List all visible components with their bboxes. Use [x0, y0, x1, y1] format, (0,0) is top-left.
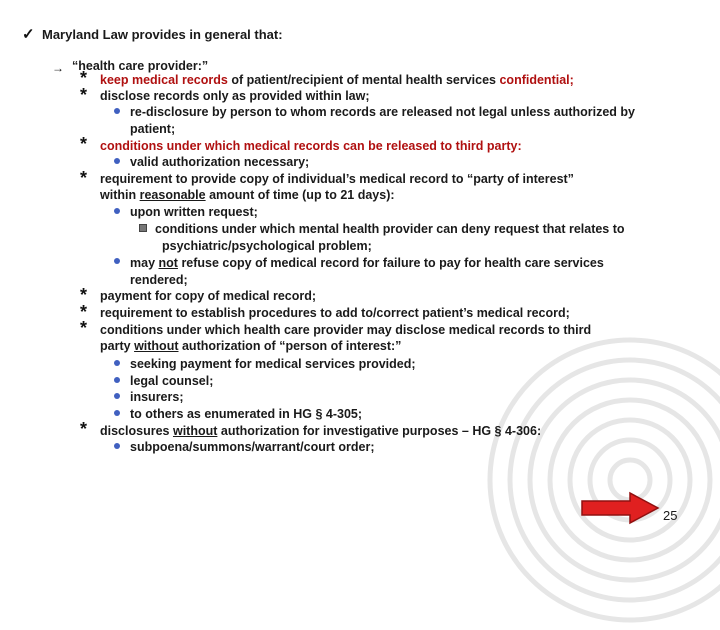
- subitem-subpoena: subpoena/summons/warrant/court order;: [130, 440, 375, 454]
- subitem-written-request: upon written request;: [130, 205, 258, 219]
- page-number: 25: [663, 508, 678, 523]
- square-bullet-icon: [139, 224, 147, 232]
- text-may: may: [130, 256, 156, 270]
- text-party: party: [100, 339, 131, 353]
- item-keep-records: [100, 72, 574, 88]
- text-authorization-person: authorization of “person of interest:”: [181, 339, 402, 353]
- subitem-may-not-refuse-cont: rendered;: [130, 273, 188, 287]
- text-reasonable: reasonable: [139, 188, 206, 202]
- star-bullet-icon: *: [80, 419, 88, 439]
- dot-bullet-icon: [114, 258, 120, 264]
- item-disclose-records: disclose records only as provided within law;: [100, 89, 370, 103]
- item-disclose-conditions: conditions under which health care provider may disclose medical records to third: [100, 323, 592, 337]
- subsubitem-deny-request-cont: psychiatric/psychological problem;: [162, 239, 372, 253]
- subitem-valid-authorization: valid authorization necessary;: [130, 155, 310, 169]
- next-arrow-icon[interactable]: [580, 491, 660, 525]
- subitem-legal-counsel: legal counsel;: [130, 374, 214, 388]
- item-provide-copy: requirement to provide copy of individual’s medical record to “party of interest”: [100, 172, 574, 186]
- subitem-others-enumerated: to others as enumerated in HG § 4-305;: [130, 407, 363, 421]
- item-disclose-conditions-cont: [100, 338, 401, 354]
- dot-bullet-icon: [114, 360, 120, 366]
- text-amount-time: amount of time (up to 21 days):: [209, 188, 395, 202]
- text-without: without: [134, 339, 179, 353]
- text-refuse-copy: refuse copy of medical record for failure to pay for health care services: [181, 256, 604, 270]
- item-keep-records-text: of patient/recipient of mental health services: [231, 73, 496, 87]
- text-not: not: [158, 256, 178, 270]
- item-investigative-disclosures: [100, 423, 541, 439]
- item-payment: payment for copy of medical record;: [100, 289, 317, 303]
- dot-bullet-icon: [114, 410, 120, 416]
- star-bullet-icon: *: [80, 285, 88, 305]
- item-procedures: requirement to establish procedures to add to/correct patient’s medical record;: [100, 306, 570, 320]
- subitem-insurers: insurers;: [130, 390, 184, 404]
- star-bullet-icon: *: [80, 134, 88, 154]
- subitem-seeking-payment: seeking payment for medical services provided;: [130, 357, 416, 371]
- arrow-right-icon: →: [52, 61, 64, 75]
- dot-bullet-icon: [114, 443, 120, 449]
- dot-bullet-icon: [114, 108, 120, 114]
- star-bullet-icon: *: [80, 318, 88, 338]
- star-bullet-icon: *: [80, 168, 88, 188]
- item-keep-records-highlight-2: confidential;: [499, 73, 574, 87]
- text-investigative: authorization for investigative purposes – HG § 4-306:: [220, 424, 542, 438]
- dot-bullet-icon: [114, 377, 120, 383]
- star-bullet-icon: *: [80, 302, 88, 322]
- subitem-redisclosure: re-disclosure by person to whom records are released not legal unless authorized by: [130, 105, 636, 119]
- item-keep-records-highlight: keep medical records: [100, 73, 228, 87]
- dot-bullet-icon: [114, 393, 120, 399]
- text-without-2: without: [172, 424, 218, 438]
- subheading: “health care provider:”: [72, 59, 209, 73]
- text-within: within: [100, 188, 137, 202]
- dot-bullet-icon: [114, 208, 120, 214]
- subitem-may-not-refuse: [130, 255, 604, 271]
- checkmark-icon: ✓: [22, 26, 35, 43]
- decorative-swirl: [480, 330, 720, 630]
- star-bullet-icon: *: [80, 85, 88, 105]
- subsubitem-deny-request: conditions under which mental health provider can deny request that relates to: [155, 222, 625, 236]
- text-disclosures: disclosures: [100, 424, 170, 438]
- item-provide-copy-cont: [100, 187, 395, 203]
- slide-title: Maryland Law provides in general that:: [42, 27, 283, 42]
- dot-bullet-icon: [114, 158, 120, 164]
- item-release-conditions: conditions under which medical records can be released to third party:: [100, 139, 522, 153]
- star-bullet-icon: *: [80, 68, 88, 88]
- subitem-redisclosure-cont: patient;: [130, 122, 176, 136]
